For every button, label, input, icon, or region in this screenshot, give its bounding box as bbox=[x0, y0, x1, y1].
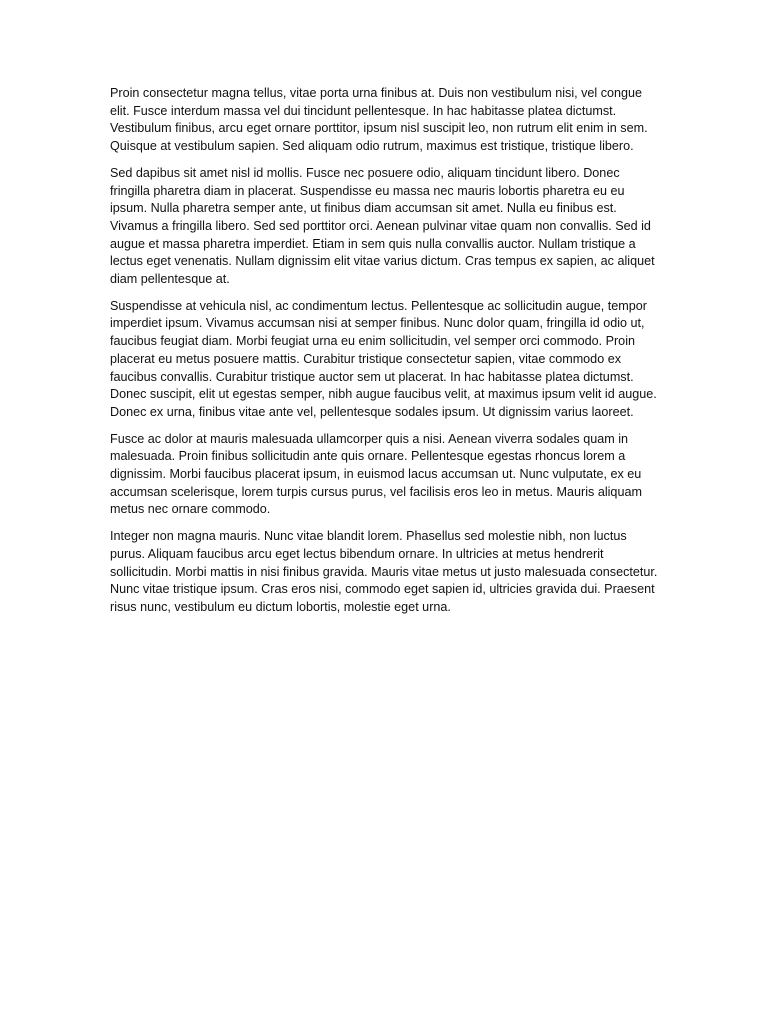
paragraph-1: Proin consectetur magna tellus, vitae porta urna finibus at. Duis non vestibulum nisi, vel congue elit. Fusce interdum massa vel dui tincidunt pellentesque. In hac habitasse platea dictumst. Vestibulum finibus, arcu eget ornare porttitor, ipsum nisl suscipit leo, non rutrum elit enim in sem. Quisque at vestibulum sapien. Sed aliquam odio rutrum, maximus est tristique, tristique libero. bbox=[110, 86, 648, 154]
paragraph-4: Fusce ac dolor at mauris malesuada ullamcorper quis a nisi. Aenean viverra sodales quam in malesuada. Proin finibus sollicitudin ante quis ornare. Pellentesque egestas rhoncus lorem a dignissim. Morbi faucibus placerat ipsum, in euismod lacus accumsan ut. Nunc vulputate, ex eu accumsan scelerisque, lorem turpis cursus purus, vel facilisis eros leo in metus. Mauris aliquam metus nec ornare commodo. bbox=[110, 431, 642, 517]
document-page bbox=[110, 85, 658, 626]
paragraph-2: Sed dapibus sit amet nisl id mollis. Fusce nec posuere odio, aliquam tincidunt libero. Donec fringilla pharetra diam in placerat. Suspendisse eu massa nec mauris lobortis pharetra eu eu ipsum. Nulla pharetra semper ante, ut finibus diam accumsan sit amet. Nulla eu finibus est. Vivamus a fringilla libero. Sed sed porttitor orci. Aenean pulvinar vitae quam non convallis. Sed id augue et massa pharetra imperdiet. Etiam in sem quis nulla convallis auctor. Nullam tristique a lectus eget venenatis. Nullam dignissim elit vitae varius dictum. Cras tempus ex sapien, ac aliquet diam pellentesque at. bbox=[110, 165, 655, 287]
paragraph-5: Integer non magna mauris. Nunc vitae blandit lorem. Phasellus sed molestie nibh, non luctus purus. Aliquam faucibus arcu eget lectus bibendum ornare. In ultricies at metus hendrerit sollicitudin. Morbi mattis in nisi finibus gravida. Mauris vitae metus ut justo malesuada consectetur. Nunc vitae tristique ipsum. Cras eros nisi, commodo eget sapien id, ultricies gravida dui. Praesent risus nunc, vestibulum eu dictum lobortis, molestie eget urna. bbox=[110, 529, 658, 614]
paragraph-3: Suspendisse at vehicula nisl, ac condimentum lectus. Pellentesque ac sollicitudin augue, tempor imperdiet ipsum. Vivamus accumsan nisi at semper finibus. Nunc dolor quam, fringilla id odio ut, faucibus feugiat diam. Morbi feugiat urna eu enim sollicitudin, vel semper orci commodo. Proin placerat eu metus posuere mattis. Curabitur tristique consectetur sapien, vitae commodo ex faucibus convallis. Curabitur tristique auctor sem ut placerat. In hac habitasse platea dictumst. Donec suscipit, elit ut egestas semper, nibh augue faucibus velit, at maximus ipsum velit id augue. Donec ex urna, finibus vitae ante vel, pellentesque sodales ipsum. Ut dignissim varius laoreet. bbox=[110, 298, 657, 419]
